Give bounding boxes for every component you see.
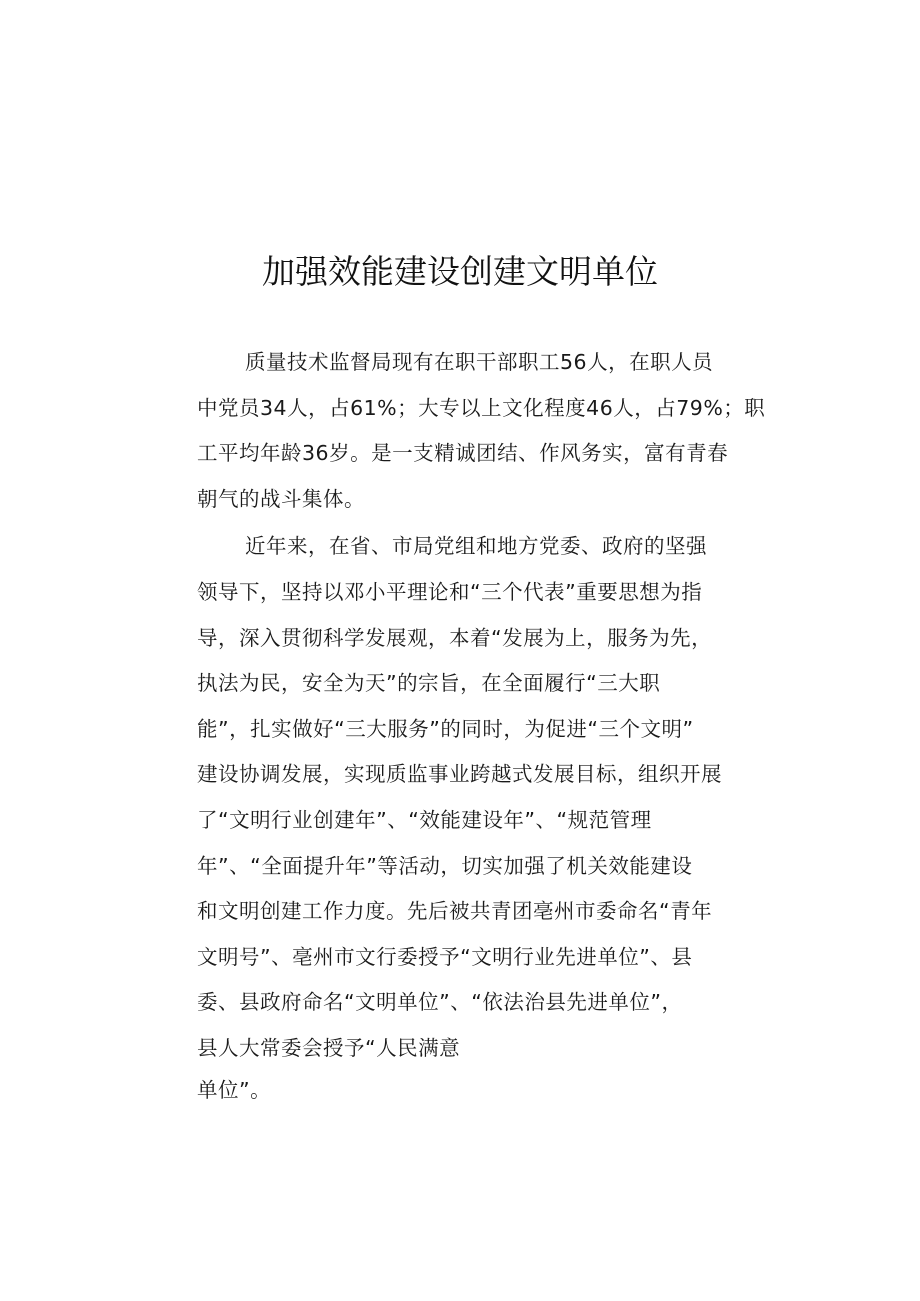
paragraph-line: 建设协调发展，实现质监事业跨越式发展目标，组织开展 xyxy=(197,762,722,787)
document-title: 加强效能建设创建文明单位 xyxy=(262,252,658,291)
paragraph-line: 朝气的战斗集体。 xyxy=(197,486,365,511)
paragraph-line: 导，深入贯彻科学发展观，本着“发展为上，服务为先， xyxy=(197,625,713,650)
document-body xyxy=(197,340,766,1108)
paragraph-line: 委、县政府命名“文明单位”、“依法治县先进单位”， xyxy=(197,990,683,1015)
paragraph-line: 文明号”、亳州市文行委授予“文明行业先进单位”、县 xyxy=(197,944,693,969)
paragraph-line: 能”，扎实做好“三大服务”的同时，为促进“三个文明” xyxy=(197,716,694,741)
paragraph-2 xyxy=(197,524,737,1107)
paragraph-line: 年”、“全面提升年”等活动，切实加强了机关效能建设 xyxy=(197,853,693,878)
paragraph-line: 领导下，坚持以邓小平理论和“三个代表”重要思想为指 xyxy=(197,579,703,604)
paragraph-line: 工平均年龄36岁。是一支精诚团结、作风务实，富有青春 xyxy=(197,441,729,466)
paragraph-line: 单位”。 xyxy=(197,1077,272,1102)
paragraph-line: 中党员34人，占61%；大专以上文化程度46人，占79%；职 xyxy=(197,395,766,420)
paragraph-line: 质量技术监督局现有在职干部职工56人，在职人员 xyxy=(245,350,714,374)
paragraph-line: 执法为民，安全为天”的宗旨，在全面履行“三大职 xyxy=(197,671,661,696)
paragraph-line: 了“文明行业创建年”、“效能建设年”、“规范管理 xyxy=(197,807,652,832)
paragraph-line: 县人大常委会授予“人民满意 xyxy=(197,1035,461,1060)
paragraph-line: 近年来，在省、市局党组和地方党委、政府的坚强 xyxy=(245,534,707,559)
paragraph-1 xyxy=(197,340,766,522)
paragraph-line: 和文明创建工作力度。先后被共青团亳州市委命名“青年 xyxy=(197,899,713,924)
